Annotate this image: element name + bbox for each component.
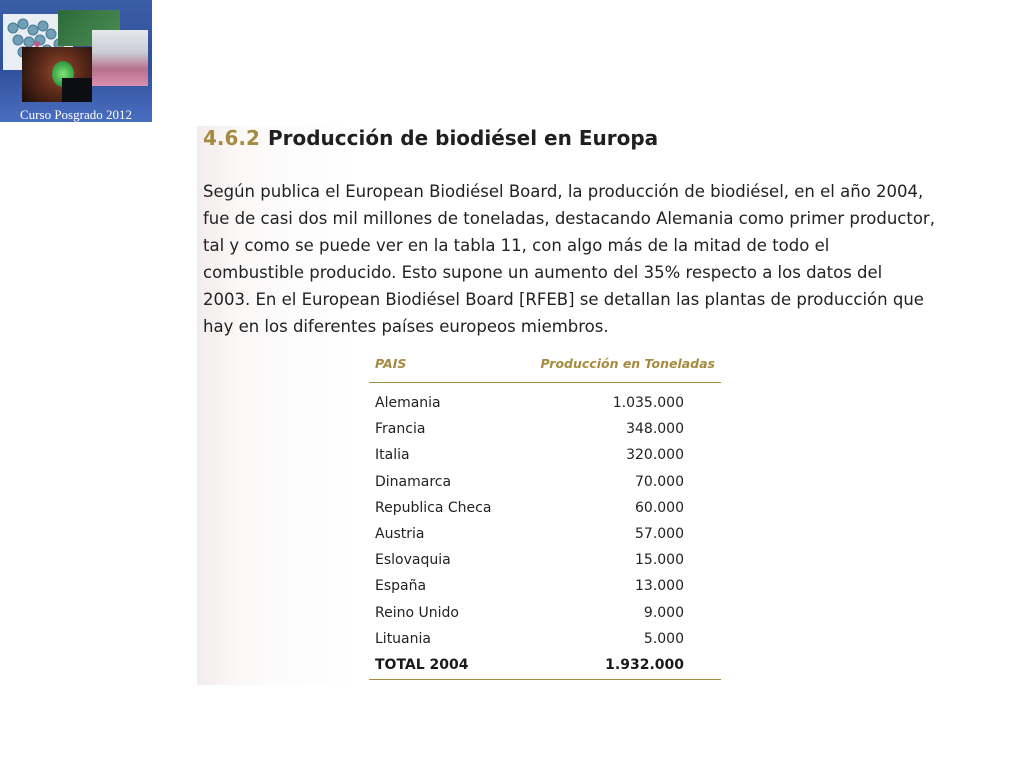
production-cell: 13.000: [635, 578, 684, 595]
country-cell: Eslovaquia: [375, 552, 451, 569]
table-row: [369, 470, 721, 496]
production-cell: 5.000: [643, 630, 684, 647]
production-cell: 9.000: [643, 604, 684, 621]
paragraph-line: fue de casi dos mil millones de toneladas, destacando Alemania como primer productor,: [203, 209, 935, 228]
table-total-row: [369, 653, 721, 680]
production-cell: 60.000: [635, 499, 684, 516]
total-label: TOTAL 2004: [375, 656, 469, 673]
table-row: [369, 417, 721, 443]
production-cell: 1.035.000: [612, 395, 684, 411]
section-heading: [203, 126, 658, 150]
paragraph-line: hay en los diferentes países europeos miembros.: [203, 317, 609, 336]
country-cell: Alemania: [375, 395, 441, 411]
country-cell: Austria: [375, 525, 425, 542]
paragraph-line: combustible producido. Esto supone un aumento del 35% respecto a los datos del: [203, 263, 883, 282]
table-header: [369, 352, 721, 383]
production-table: [369, 352, 721, 680]
paragraph-line: Según publica el European Biodiésel Board, la producción de biodiésel, en el año 2004,: [203, 182, 924, 201]
column-header-country: PAIS: [375, 356, 407, 371]
table-row: [369, 443, 721, 469]
table-row: [369, 496, 721, 522]
table-row: [369, 574, 721, 600]
country-cell: Francia: [375, 421, 426, 438]
column-header-production: Producción en Toneladas: [540, 356, 715, 371]
laboratory-image: [92, 30, 148, 86]
country-cell: Italia: [375, 447, 410, 464]
table-row: [369, 627, 721, 653]
total-value: 1.932.000: [605, 656, 684, 673]
country-cell: Lituania: [375, 630, 431, 647]
course-logo: [0, 0, 152, 122]
production-cell: 15.000: [635, 552, 684, 569]
table-row: [369, 548, 721, 574]
paragraph-line: tal y como se puede ver en la tabla 11, con algo más de la mitad de todo el: [203, 236, 830, 255]
logo-caption: Curso Posgrado 2012: [20, 107, 132, 122]
section-title: Producción de biodiésel en Europa: [267, 126, 659, 150]
country-cell: Reino Unido: [375, 604, 459, 621]
production-cell: 320.000: [626, 447, 684, 464]
table-row: [369, 601, 721, 627]
table-body: [369, 383, 721, 680]
table-row: [369, 522, 721, 548]
table-row: [369, 391, 721, 417]
country-cell: Dinamarca: [375, 473, 452, 490]
paragraph-line: 2003. En el European Biodiésel Board [RFEB] se detallan las plantas de producción que: [203, 290, 924, 309]
production-cell: 70.000: [635, 473, 684, 490]
logo-dark-block: [62, 78, 92, 102]
production-cell: 57.000: [635, 525, 684, 542]
section-number: 4.6.2: [203, 126, 260, 150]
production-cell: 348.000: [626, 421, 684, 438]
country-cell: España: [375, 578, 427, 595]
country-cell: Republica Checa: [375, 499, 492, 516]
body-paragraph: [203, 178, 935, 340]
